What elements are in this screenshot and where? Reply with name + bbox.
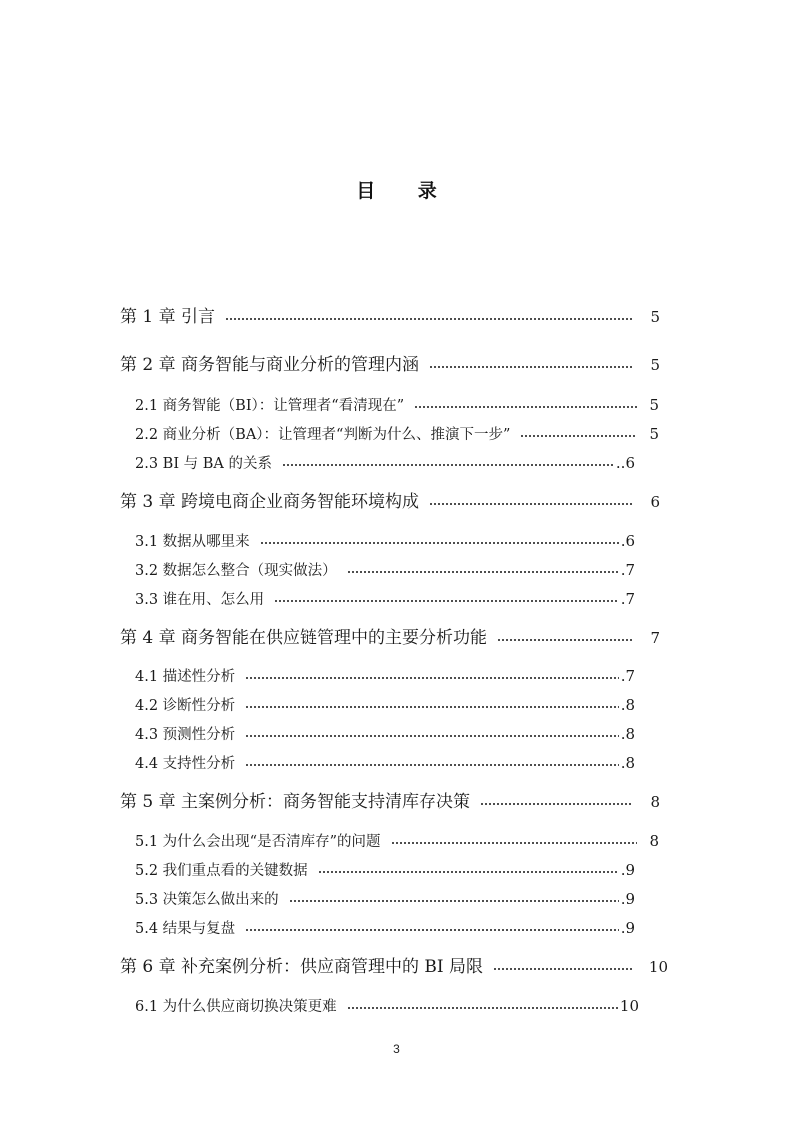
toc-entry-page: .9 bbox=[620, 861, 635, 879]
toc-entry-label: 第 2 章 商务智能与商业分析的管理内涵 bbox=[120, 355, 420, 375]
dot-leader bbox=[480, 803, 632, 805]
dot-leader bbox=[497, 639, 632, 641]
toc-entry-chapter-4[interactable] bbox=[120, 625, 660, 651]
toc-entry-section-5-4[interactable] bbox=[135, 917, 635, 939]
toc-entry-section-5-3[interactable] bbox=[135, 888, 635, 910]
toc-entry-page: ..6 bbox=[615, 454, 635, 472]
toc-title: 目 录 bbox=[356, 180, 455, 202]
toc-entry-page: .8 bbox=[620, 725, 635, 743]
dot-leader bbox=[274, 600, 619, 602]
toc-entry-label: 2.3 BI 与 BA 的关系 bbox=[135, 456, 273, 472]
dot-leader bbox=[260, 542, 619, 544]
toc-entry-label: 5.2 我们重点看的关键数据 bbox=[135, 863, 308, 879]
toc-entry-page: 8 bbox=[649, 832, 659, 850]
toc-entry-label: 4.1 描述性分析 bbox=[135, 669, 236, 685]
dot-leader bbox=[429, 366, 632, 368]
toc-entry-label: 第 3 章 跨境电商企业商务智能环境构成 bbox=[120, 492, 420, 512]
toc-entry-section-4-3[interactable] bbox=[135, 723, 635, 745]
toc-entry-section-2-1[interactable] bbox=[135, 394, 659, 416]
dot-leader bbox=[282, 464, 614, 466]
toc-entry-section-3-2[interactable] bbox=[135, 559, 635, 581]
toc-entry-page: .8 bbox=[620, 754, 635, 772]
toc-entry-page: 8 bbox=[650, 793, 660, 811]
toc-entry-label: 2.1 商务智能（BI）：让管理者“看清现在” bbox=[135, 398, 405, 414]
toc-entry-section-3-1[interactable] bbox=[135, 530, 635, 552]
toc-entry-label: 5.1 为什么会出现“是否清库存”的问题 bbox=[135, 834, 381, 850]
dot-leader bbox=[347, 571, 619, 573]
toc-entry-label: 3.2 数据怎么整合（现实做法） bbox=[135, 563, 337, 579]
toc-entry-chapter-2[interactable] bbox=[120, 352, 660, 378]
toc-entry-label: 4.2 诊断性分析 bbox=[135, 698, 236, 714]
dot-leader bbox=[225, 318, 632, 320]
toc-entry-label: 4.3 预测性分析 bbox=[135, 727, 236, 743]
dot-leader bbox=[429, 503, 632, 505]
toc-entry-label: 第 4 章 商务智能在供应链管理中的主要分析功能 bbox=[120, 628, 488, 648]
dot-leader bbox=[245, 677, 619, 679]
toc-entry-chapter-3[interactable] bbox=[120, 489, 660, 515]
toc-entry-page: 7 bbox=[650, 629, 660, 647]
dot-leader bbox=[289, 900, 619, 902]
toc-entry-chapter-6[interactable] bbox=[120, 954, 668, 980]
toc-entry-page: 5 bbox=[649, 425, 659, 443]
toc-entry-page: 10 bbox=[619, 997, 639, 1015]
toc-entry-label: 6.1 为什么供应商切换决策更难 bbox=[135, 999, 337, 1015]
toc-entry-label: 3.3 谁在用、怎么用 bbox=[135, 592, 265, 608]
dot-leader bbox=[245, 706, 619, 708]
toc-entry-section-2-2[interactable] bbox=[135, 423, 659, 445]
toc-entry-label: 5.3 决策怎么做出来的 bbox=[135, 892, 279, 908]
toc-entry-page: .9 bbox=[620, 919, 635, 937]
toc-entry-page: .9 bbox=[620, 890, 635, 908]
dot-leader bbox=[245, 735, 619, 737]
toc-entry-label: 第 5 章 主案例分析：商务智能支持清库存决策 bbox=[120, 792, 471, 812]
toc-entry-section-4-2[interactable] bbox=[135, 694, 635, 716]
toc-entry-page: 10 bbox=[648, 958, 668, 976]
dot-leader bbox=[520, 435, 637, 437]
toc-entry-label: 3.1 数据从哪里来 bbox=[135, 534, 250, 550]
dot-leader bbox=[245, 764, 619, 766]
toc-entry-section-3-3[interactable] bbox=[135, 588, 635, 610]
toc-entry-label: 2.2 商业分析（BA）：让管理者“判断为什么、推演下一步” bbox=[135, 427, 511, 443]
toc-entry-label: 第 6 章 补充案例分析：供应商管理中的 BI 局限 bbox=[120, 957, 484, 977]
dot-leader bbox=[391, 842, 638, 844]
toc-entry-section-2-3[interactable] bbox=[135, 452, 635, 474]
toc-entry-page: .6 bbox=[620, 532, 635, 550]
toc-entry-section-4-4[interactable] bbox=[135, 752, 635, 774]
dot-leader bbox=[493, 968, 632, 970]
toc-entry-section-6-1[interactable] bbox=[135, 995, 639, 1017]
toc-entry-label: 5.4 结果与复盘 bbox=[135, 921, 236, 937]
dot-leader bbox=[414, 406, 637, 408]
toc-entry-chapter-5[interactable] bbox=[120, 789, 660, 815]
toc-entry-page: .7 bbox=[620, 590, 635, 608]
toc-entry-page: 5 bbox=[649, 396, 659, 414]
toc-entry-section-5-1[interactable] bbox=[135, 830, 659, 852]
toc-entry-chapter-1[interactable] bbox=[120, 304, 660, 330]
toc-entry-label: 4.4 支持性分析 bbox=[135, 756, 236, 772]
toc-entry-page: 5 bbox=[650, 356, 660, 374]
toc-entry-page: 5 bbox=[650, 308, 660, 326]
toc-entry-page: 6 bbox=[650, 493, 660, 511]
page-number: 3 bbox=[393, 1042, 400, 1056]
dot-leader bbox=[347, 1007, 618, 1009]
toc-entry-label: 第 1 章 引言 bbox=[120, 307, 216, 327]
toc-entry-page: .7 bbox=[620, 561, 635, 579]
dot-leader bbox=[318, 871, 619, 873]
toc-entry-section-4-1[interactable] bbox=[135, 665, 635, 687]
toc-entry-page: .7 bbox=[620, 667, 635, 685]
dot-leader bbox=[245, 929, 619, 931]
toc-entry-page: .8 bbox=[620, 696, 635, 714]
toc-entry-section-5-2[interactable] bbox=[135, 859, 635, 881]
